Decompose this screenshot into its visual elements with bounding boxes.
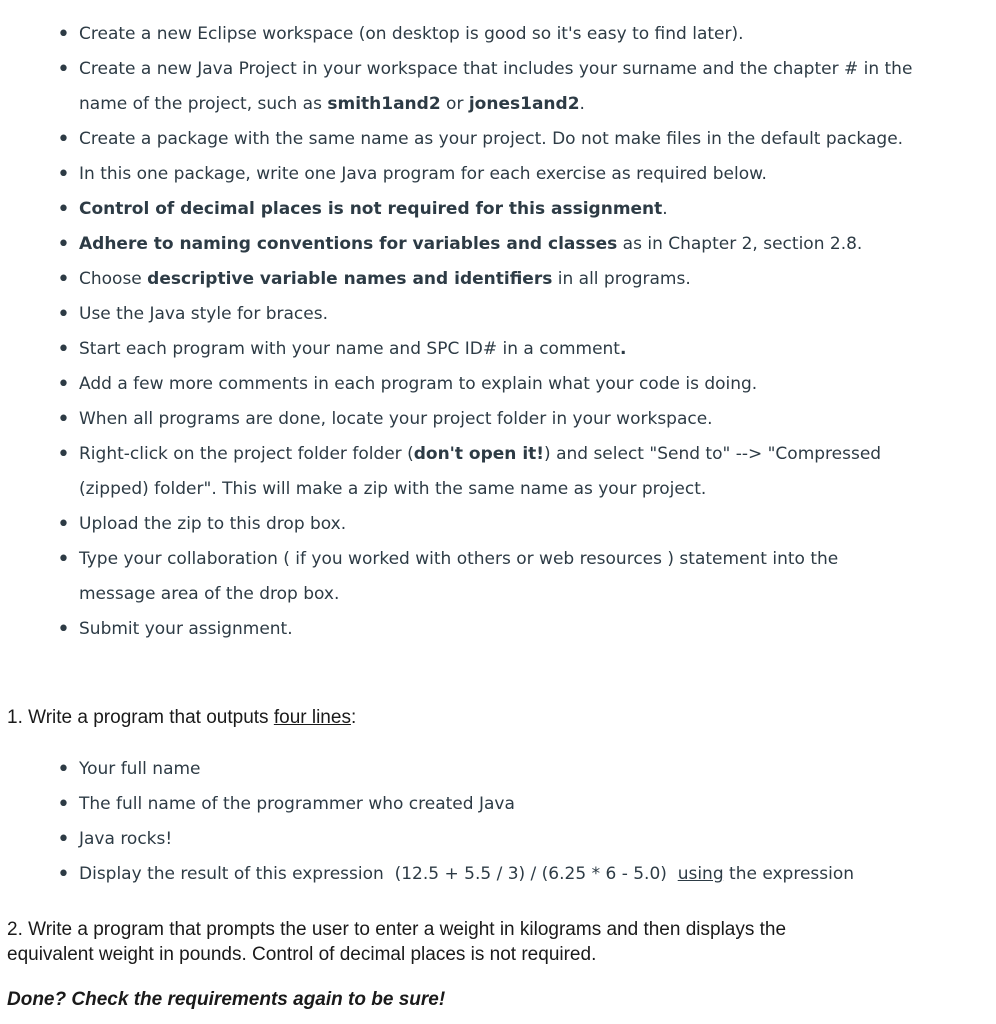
list-item: • Create a new Eclipse workspace (on desktop is good so it's easy to find later). xyxy=(0,17,919,52)
list-item: • Control of decimal places is not required for this assignment. xyxy=(0,192,919,227)
list-item: • Use the Java style for braces. xyxy=(0,297,919,332)
list-item: • Your full name xyxy=(0,752,979,787)
list-item: • In this one package, write one Java program for each exercise as required below. xyxy=(0,157,919,192)
list-item: • The full name of the programmer who created Java xyxy=(0,787,979,822)
list-item: • Choose descriptive variable names and identifiers in all programs. xyxy=(0,262,919,297)
list-item: • Upload the zip to this drop box. xyxy=(0,507,919,542)
list-item: • Start each program with your name and SPC ID# in a comment. xyxy=(0,332,919,367)
list-item: • Type your collaboration ( if you worked with others or web resources ) statement into the message area of the drop box. xyxy=(0,542,919,612)
instructions-list xyxy=(0,17,996,647)
done-reminder: Done? Check the requirements again to be sure! xyxy=(7,989,446,1010)
exercise-1-list xyxy=(0,752,996,892)
exercise-1-heading: 1. Write a program that outputs four lines: xyxy=(7,707,357,728)
list-item: • Create a new Java Project in your workspace that includes your surname and the chapter # in the name of the project, such as smith1and2 or jones1and2. xyxy=(0,52,919,122)
exercise-2-heading: 2. Write a program that prompts the user to enter a weight in kilograms and then displays the equivalent weight in pounds. Control of decimal places is not required. xyxy=(7,919,787,965)
list-item: • When all programs are done, locate your project folder in your workspace. xyxy=(0,402,919,437)
list-item: • Add a few more comments in each program to explain what your code is doing. xyxy=(0,367,919,402)
list-item: • Java rocks! xyxy=(0,822,979,857)
list-item: • Right-click on the project folder folder (don't open it!) and select "Send to" --> "Compressed (zipped) folder". This will make a zip with the same name as your project. xyxy=(0,437,919,507)
list-item: • Display the result of this expression (12.5 + 5.5 / 3) / (6.25 * 6 - 5.0) using the expression xyxy=(0,857,979,892)
list-item: • Create a package with the same name as your project. Do not make files in the default package. xyxy=(0,122,919,157)
list-item: • Submit your assignment. xyxy=(0,612,919,647)
four-lines-link[interactable]: four lines xyxy=(273,707,351,728)
list-item: • Adhere to naming conventions for variables and classes as in Chapter 2, section 2.8. xyxy=(0,227,919,262)
using-link[interactable]: using xyxy=(677,864,724,884)
